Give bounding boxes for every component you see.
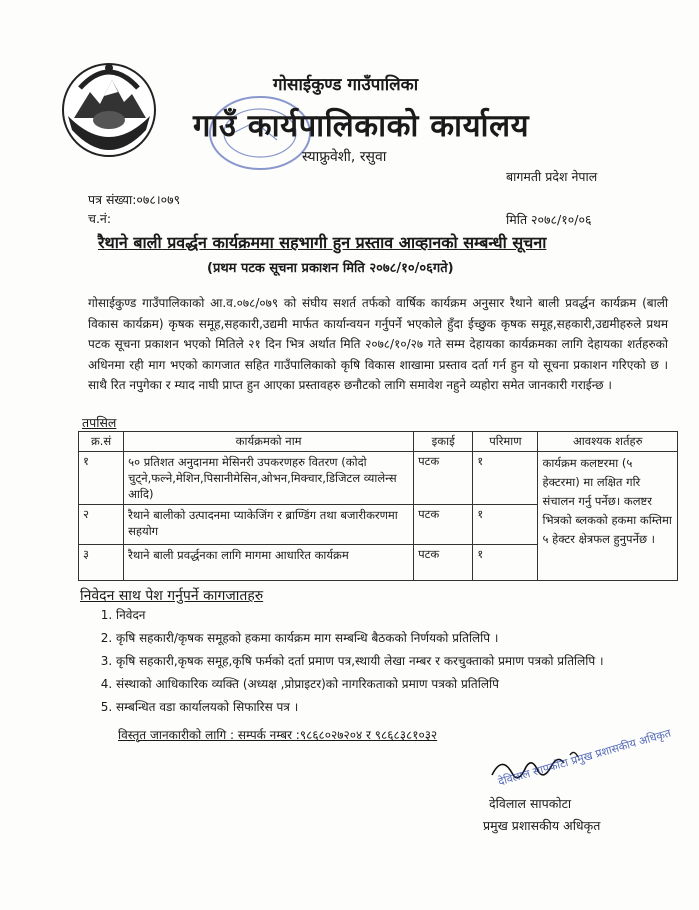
table-header: क्र.सं: [79, 432, 124, 452]
list-item: 3. कृषि सहकारी,कृषक समूह,कृषि फर्मको दर्ता प्रमाण पत्र,स्थायी लेखा नम्बर र करचुक्ताको प्रमाण पत्रको प्रतिलिपि ।: [116, 652, 676, 671]
office-address: स्याफ्रुवेशी, रसुवा: [302, 149, 387, 165]
publication-note: (प्रथम पटक सूचना प्रकाशन मिति २०७८/१०/०६गते): [207, 261, 454, 276]
row-quantity: १: [473, 452, 538, 505]
table-header: कार्यक्रमको नाम: [124, 432, 414, 452]
table-header-row: [79, 432, 678, 452]
signatory-name: देविलाल सापकोटा: [489, 796, 572, 811]
list-item: 1. निवेदन: [116, 606, 676, 625]
row-sn: ३: [79, 545, 124, 581]
row-conditions: कार्यक्रम कलष्टरमा (५ हेक्टरमा) मा लक्षित गरि संचालन गर्नु पर्नेछ। कलष्टर भित्रको ब्लकको हकमा कम्तिमा ५ हेक्टर क्षेत्रफल हुनुपर्नेछ ।: [538, 452, 678, 581]
notice-body: गोसाईकुण्ड गाउँपालिकाको आ.व.०७८/०७९ को संघीय सशर्त तर्फको वार्षिक कार्यक्रम अनुसार रैथाने बाली प्रवर्द्धन कार्यक्रम (बाली विकास कार्यक्रम) कृषक समूह,सहकारी,उद्यमी मार्फत कार्यान्वयन गर्नुपर्ने भएकोले हुँदा ईच्छुक कृषक समूह,सहकारी,उद्यमीहरुले प्रथम पटक सूचना प्रकाशन भएको मितिले २१ दिन भित्र अर्थात मिति २०७८/१०/२७ गते सम्म देहायका कार्यक्रमका लागि देहायका शर्तहरुको अधिनमा रही माग भएको कागजात सहित गाउँपालिकाको कृषि विकास शाखामा प्रस्ताव दर्ता गर्न हुन यो सूचना प्रकाशन गरिएको छ । साथै रित नपुगेका र म्याद नाघी प्राप्त हुन आएका प्रस्तावहरु छनौटको लागि समावेश नहुने व्यहोरा समेत जानकारी गराईन्छ ।: [88, 296, 668, 392]
list-item: 5. सम्बन्धित वडा कार्यालयको सिफारिस पत्र ।: [116, 698, 676, 717]
row-program-name: रैथाने बाली प्रवर्द्धनका लागि मागमा आधारित कार्यक्रम: [124, 545, 414, 581]
province-name: बागमती प्रदेश नेपाल: [506, 169, 598, 184]
annex-label: तपसिल: [82, 415, 117, 430]
row-sn: २: [79, 505, 124, 545]
letter-date: मिति २०७८/१०/०६: [506, 212, 592, 227]
documents-list: [96, 606, 676, 721]
row-quantity: १: [473, 505, 538, 545]
list-item: 2. कृषि सहकारी/कृषक समूहको हकमा कार्यक्रम माग सम्बन्धि बैठकको निर्णयको प्रतिलिपि ।: [116, 629, 676, 648]
nepal-emblem-icon: [60, 58, 158, 162]
row-program-name: रैथाने बालीको उत्पादनमा प्याकेजिंग र ब्राण्डिंग तथा बजारीकरणमा सहयोग: [124, 505, 414, 545]
documents-title: निवेदन साथ पेश गर्नुपर्ने कागजातहरु: [80, 588, 264, 604]
row-program-name: ५० प्रतिशत अनुदानमा मेसिनरी उपकरणहरु वितरण (कोदो चुट्ने,फल्ने,मेशिन,पिसानीमेसिन,ओभन,मिक्चार,डिजिटल व्यालेन्स आदि): [124, 452, 414, 505]
reference-number: पत्र संख्या:०७८।०७९: [88, 192, 181, 207]
signatory-title: प्रमुख प्रशासकीय अधिकृत: [483, 818, 601, 833]
office-name: गाउँ कार्यपालिकाको कार्यालय: [193, 108, 530, 144]
row-unit: पटक: [414, 505, 473, 545]
table-header: आवश्यक शर्तहरु: [538, 432, 678, 452]
table-row: [79, 452, 678, 505]
row-unit: पटक: [414, 452, 473, 505]
program-table: [78, 431, 678, 581]
table-header: इकाई: [414, 432, 473, 452]
table-header: परिमाण: [473, 432, 538, 452]
dispatch-number: च.नं:: [88, 211, 112, 226]
row-unit: पटक: [414, 545, 473, 581]
row-quantity: १: [473, 545, 538, 581]
list-item: 4. संस्थाको आधिकारिक व्यक्ति (अध्यक्ष ,प्रोप्राइटर)को नागरिकताको प्रमाण पत्रको प्रतिलिपि: [116, 675, 676, 694]
notice-subject: रैथाने बाली प्रवर्द्धन कार्यक्रममा सहभागी हुन प्रस्ताव आव्हानको सम्बन्धी सूचना: [98, 233, 547, 252]
signature-stamp: देविलाल सापकोटा प्रमुख प्रशासकीय अधिकृत: [496, 726, 673, 789]
contact-info: विस्तृत जानकारीको लागि : सम्पर्क नम्बर :९८६८०२७२०४ र ९८६८३८१०३२: [118, 728, 438, 742]
row-sn: १: [79, 452, 124, 505]
municipality-name: गोसाईकुण्ड गाउँपालिका: [273, 75, 419, 95]
